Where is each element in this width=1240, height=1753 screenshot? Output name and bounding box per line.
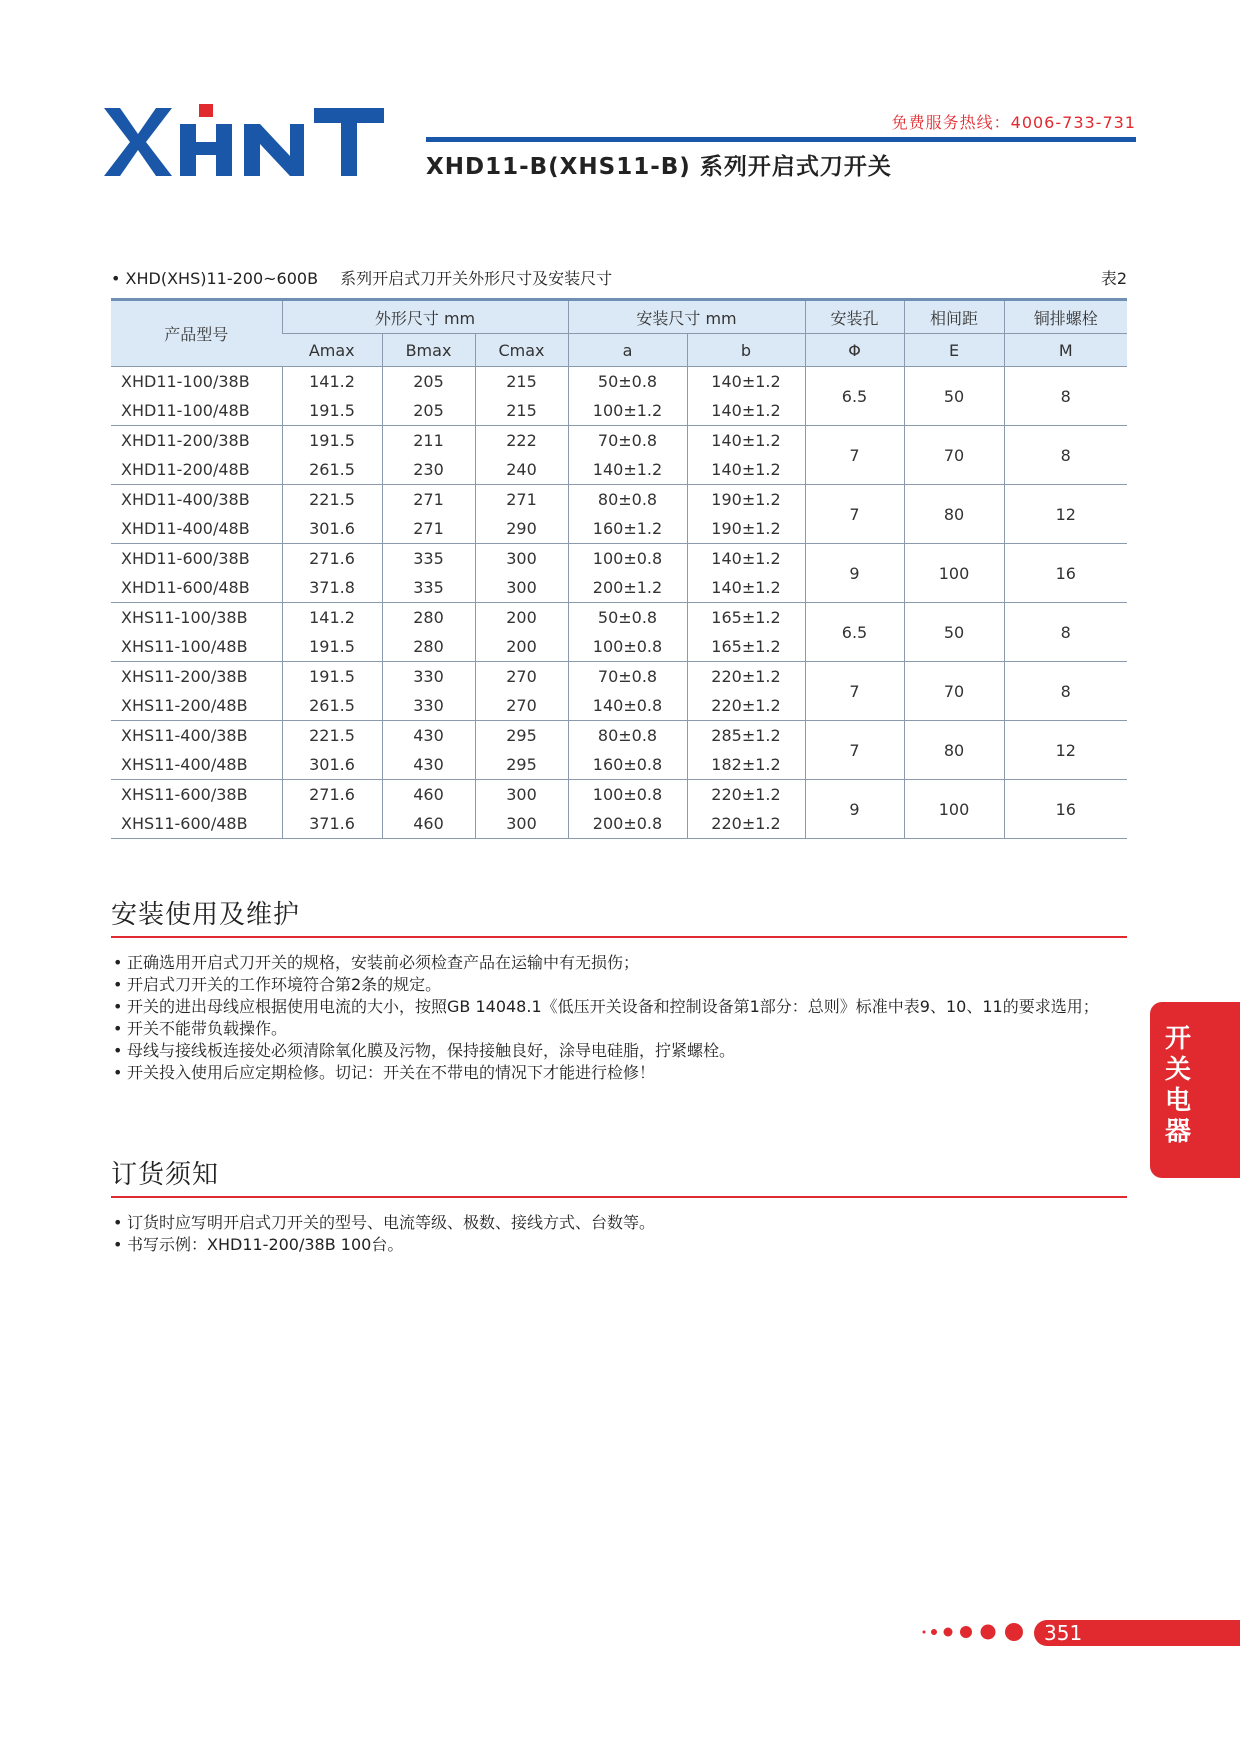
b-cell: 190±1.2 xyxy=(687,485,805,515)
table-row xyxy=(111,662,1127,692)
a-cell: 100±0.8 xyxy=(568,632,687,662)
bmax-cell: 280 xyxy=(382,603,475,633)
a-cell: 100±0.8 xyxy=(568,780,687,810)
b-cell: 140±1.2 xyxy=(687,426,805,456)
m-cell: 12 xyxy=(1004,721,1127,780)
table-body xyxy=(111,367,1127,839)
table-row xyxy=(111,367,1127,397)
dimension-table xyxy=(111,298,1127,839)
table-row xyxy=(111,544,1127,574)
cmax-cell: 215 xyxy=(475,396,568,426)
model-cell: XHD11-400/38B xyxy=(121,490,250,509)
amax-cell: 221.5 xyxy=(282,485,382,515)
e-cell: 100 xyxy=(904,780,1004,839)
col-header-bmax: Bmax xyxy=(382,334,475,367)
list-item: • 母线与接线板连接处必须清除氧化膜及污物，保持接触良好，涂导电硅脂，拧紧螺栓。 xyxy=(111,1040,1127,1062)
service-hotline: 免费服务热线：4006-733-731 xyxy=(891,113,1136,132)
a-cell: 70±0.8 xyxy=(568,662,687,692)
phi-cell: 7 xyxy=(805,426,904,485)
m-cell: 12 xyxy=(1004,485,1127,544)
b-cell: 140±1.2 xyxy=(687,455,805,485)
col-header-bolt: 铜排螺栓 xyxy=(1004,300,1127,334)
model-cell: XHS11-400/38B xyxy=(121,726,248,745)
table-row xyxy=(111,603,1127,633)
model-cell: XHD11-100/38B xyxy=(121,372,250,391)
m-cell: 16 xyxy=(1004,780,1127,839)
amax-cell: 141.2 xyxy=(282,367,382,397)
bmax-cell: 460 xyxy=(382,809,475,839)
col-header-hole: 安装孔 xyxy=(805,300,904,334)
bmax-cell: 330 xyxy=(382,662,475,692)
col-header-m: M xyxy=(1004,334,1127,367)
cmax-cell: 240 xyxy=(475,455,568,485)
side-tab-char: 电 xyxy=(1164,1086,1191,1116)
page-number-bar xyxy=(1034,1620,1240,1646)
list-item: • 开关的进出母线应根据使用电流的大小，按照GB 14048.1《低压开关设备和控制设备第1部分：总则》标准中表9、10、11的要求选用； xyxy=(111,996,1127,1018)
cmax-cell: 295 xyxy=(475,721,568,751)
order-section-title: 订货须知 xyxy=(111,1160,220,1190)
cmax-cell: 300 xyxy=(475,573,568,603)
list-item: • 订货时应写明开启式刀开关的型号、电流等级、极数、接线方式、台数等。 xyxy=(111,1212,1127,1234)
side-tab-char: 器 xyxy=(1164,1117,1191,1147)
a-cell: 70±0.8 xyxy=(568,426,687,456)
table-row xyxy=(111,426,1127,456)
list-item: • 书写示例：XHD11-200/38B 100台。 xyxy=(111,1234,1127,1256)
model-cell: XHS11-600/38B xyxy=(121,785,248,804)
a-cell: 50±0.8 xyxy=(568,603,687,633)
b-cell: 220±1.2 xyxy=(687,809,805,839)
e-cell: 80 xyxy=(904,485,1004,544)
order-section-rule xyxy=(111,1196,1127,1198)
cmax-cell: 200 xyxy=(475,603,568,633)
a-cell: 140±1.2 xyxy=(568,455,687,485)
table-row xyxy=(111,485,1127,515)
b-cell: 220±1.2 xyxy=(687,691,805,721)
list-item: • 开关投入使用后应定期检修。切记：开关在不带电的情况下才能进行检修！ xyxy=(111,1062,1127,1084)
col-header-pitch: 相间距 xyxy=(904,300,1004,334)
table-number: 表2 xyxy=(1100,269,1127,288)
e-cell: 70 xyxy=(904,426,1004,485)
b-cell: 140±1.2 xyxy=(687,544,805,574)
b-cell: 140±1.2 xyxy=(687,396,805,426)
table-row xyxy=(111,721,1127,751)
cmax-cell: 270 xyxy=(475,691,568,721)
m-cell: 8 xyxy=(1004,662,1127,721)
amax-cell: 221.5 xyxy=(282,721,382,751)
b-cell: 285±1.2 xyxy=(687,721,805,751)
e-cell: 50 xyxy=(904,367,1004,426)
bmax-cell: 205 xyxy=(382,396,475,426)
model-cell: XHD11-400/48B xyxy=(111,514,282,544)
a-cell: 140±0.8 xyxy=(568,691,687,721)
xhnt-logo xyxy=(104,104,384,180)
b-cell: 140±1.2 xyxy=(687,573,805,603)
page-title: XHD11-B(XHS11-B) 系列开启式刀开关 xyxy=(426,154,892,180)
m-cell: 8 xyxy=(1004,426,1127,485)
bmax-cell: 430 xyxy=(382,721,475,751)
amax-cell: 271.6 xyxy=(282,544,382,574)
a-cell: 80±0.8 xyxy=(568,721,687,751)
cmax-cell: 300 xyxy=(475,780,568,810)
col-header-cmax: Cmax xyxy=(475,334,568,367)
model-cell: XHD11-200/48B xyxy=(111,455,282,485)
bmax-cell: 205 xyxy=(382,367,475,397)
b-cell: 165±1.2 xyxy=(687,632,805,662)
bmax-cell: 280 xyxy=(382,632,475,662)
caption-model: XHD(XHS)11-200~600B xyxy=(125,269,319,288)
cmax-cell: 222 xyxy=(475,426,568,456)
a-cell: 200±0.8 xyxy=(568,809,687,839)
cmax-cell: 271 xyxy=(475,485,568,515)
install-section-title: 安装使用及维护 xyxy=(111,900,301,930)
amax-cell: 191.5 xyxy=(282,396,382,426)
bmax-cell: 230 xyxy=(382,455,475,485)
e-cell: 70 xyxy=(904,662,1004,721)
amax-cell: 191.5 xyxy=(282,426,382,456)
b-cell: 190±1.2 xyxy=(687,514,805,544)
header-rule xyxy=(426,137,1136,142)
order-list xyxy=(111,1212,1127,1256)
amax-cell: 261.5 xyxy=(282,455,382,485)
b-cell: 182±1.2 xyxy=(687,750,805,780)
amax-cell: 261.5 xyxy=(282,691,382,721)
amax-cell: 371.8 xyxy=(282,573,382,603)
caption-bullet: • xyxy=(111,269,126,288)
bmax-cell: 335 xyxy=(382,544,475,574)
bmax-cell: 271 xyxy=(382,485,475,515)
amax-cell: 271.6 xyxy=(282,780,382,810)
a-cell: 50±0.8 xyxy=(568,367,687,397)
col-header-e: E xyxy=(904,334,1004,367)
b-cell: 165±1.2 xyxy=(687,603,805,633)
phi-cell: 9 xyxy=(805,544,904,603)
phi-cell: 9 xyxy=(805,780,904,839)
a-cell: 200±1.2 xyxy=(568,573,687,603)
amax-cell: 141.2 xyxy=(282,603,382,633)
model-cell: XHS11-100/48B xyxy=(111,632,282,662)
e-cell: 80 xyxy=(904,721,1004,780)
phi-cell: 7 xyxy=(805,485,904,544)
list-item: • 开启式刀开关的工作环境符合第2条的规定。 xyxy=(111,974,1127,996)
col-header-install: 安装尺寸 mm xyxy=(568,300,805,334)
model-cell: XHS11-100/38B xyxy=(121,608,248,627)
amax-cell: 301.6 xyxy=(282,750,382,780)
model-cell: XHD11-600/48B xyxy=(111,573,282,603)
phi-cell: 6.5 xyxy=(805,367,904,426)
amax-cell: 371.6 xyxy=(282,809,382,839)
col-header-amax: Amax xyxy=(282,334,382,367)
a-cell: 160±0.8 xyxy=(568,750,687,780)
bmax-cell: 460 xyxy=(382,780,475,810)
amax-cell: 191.5 xyxy=(282,632,382,662)
install-section-rule xyxy=(111,936,1127,938)
col-header-a: a xyxy=(568,334,687,367)
cmax-cell: 295 xyxy=(475,750,568,780)
phi-cell: 7 xyxy=(805,721,904,780)
m-cell: 8 xyxy=(1004,367,1127,426)
model-cell: XHS11-600/48B xyxy=(111,809,282,839)
col-header-b: b xyxy=(687,334,805,367)
model-cell: XHS11-200/48B xyxy=(111,691,282,721)
cmax-cell: 200 xyxy=(475,632,568,662)
amax-cell: 301.6 xyxy=(282,514,382,544)
list-item: • 开关不能带负载操作。 xyxy=(111,1018,1127,1040)
list-item: • 正确选用开启式刀开关的规格，安装前必须检查产品在运输中有无损伤； xyxy=(111,952,1127,974)
side-tab-char: 开 xyxy=(1164,1024,1191,1054)
bmax-cell: 430 xyxy=(382,750,475,780)
category-side-tab xyxy=(1150,1002,1240,1178)
e-cell: 100 xyxy=(904,544,1004,603)
bmax-cell: 271 xyxy=(382,514,475,544)
col-header-phi: Φ xyxy=(805,334,904,367)
page-dots-decoration xyxy=(920,1620,1030,1644)
m-cell: 16 xyxy=(1004,544,1127,603)
b-cell: 220±1.2 xyxy=(687,662,805,692)
phi-cell: 6.5 xyxy=(805,603,904,662)
cmax-cell: 215 xyxy=(475,367,568,397)
caption-description: 系列开启式刀开关外形尺寸及安装尺寸 xyxy=(340,269,613,288)
install-list xyxy=(111,952,1127,1084)
a-cell: 80±0.8 xyxy=(568,485,687,515)
a-cell: 100±1.2 xyxy=(568,396,687,426)
a-cell: 100±0.8 xyxy=(568,544,687,574)
cmax-cell: 290 xyxy=(475,514,568,544)
model-cell: XHS11-200/38B xyxy=(121,667,248,686)
model-cell: XHS11-400/48B xyxy=(111,750,282,780)
model-cell: XHD11-200/38B xyxy=(121,431,250,450)
bmax-cell: 211 xyxy=(382,426,475,456)
a-cell: 160±1.2 xyxy=(568,514,687,544)
m-cell: 8 xyxy=(1004,603,1127,662)
model-cell: XHD11-600/38B xyxy=(121,549,250,568)
cmax-cell: 270 xyxy=(475,662,568,692)
cmax-cell: 300 xyxy=(475,809,568,839)
col-header-outline: 外形尺寸 mm xyxy=(282,300,568,334)
amax-cell: 191.5 xyxy=(282,662,382,692)
phi-cell: 7 xyxy=(805,662,904,721)
page-number: 351 xyxy=(1044,1621,1083,1645)
model-cell: XHD11-100/48B xyxy=(111,396,282,426)
col-header-model: 产品型号 xyxy=(111,300,282,367)
cmax-cell: 300 xyxy=(475,544,568,574)
e-cell: 50 xyxy=(904,603,1004,662)
bmax-cell: 335 xyxy=(382,573,475,603)
table-row xyxy=(111,780,1127,810)
side-tab-char: 关 xyxy=(1164,1055,1191,1085)
b-cell: 220±1.2 xyxy=(687,780,805,810)
b-cell: 140±1.2 xyxy=(687,367,805,397)
bmax-cell: 330 xyxy=(382,691,475,721)
